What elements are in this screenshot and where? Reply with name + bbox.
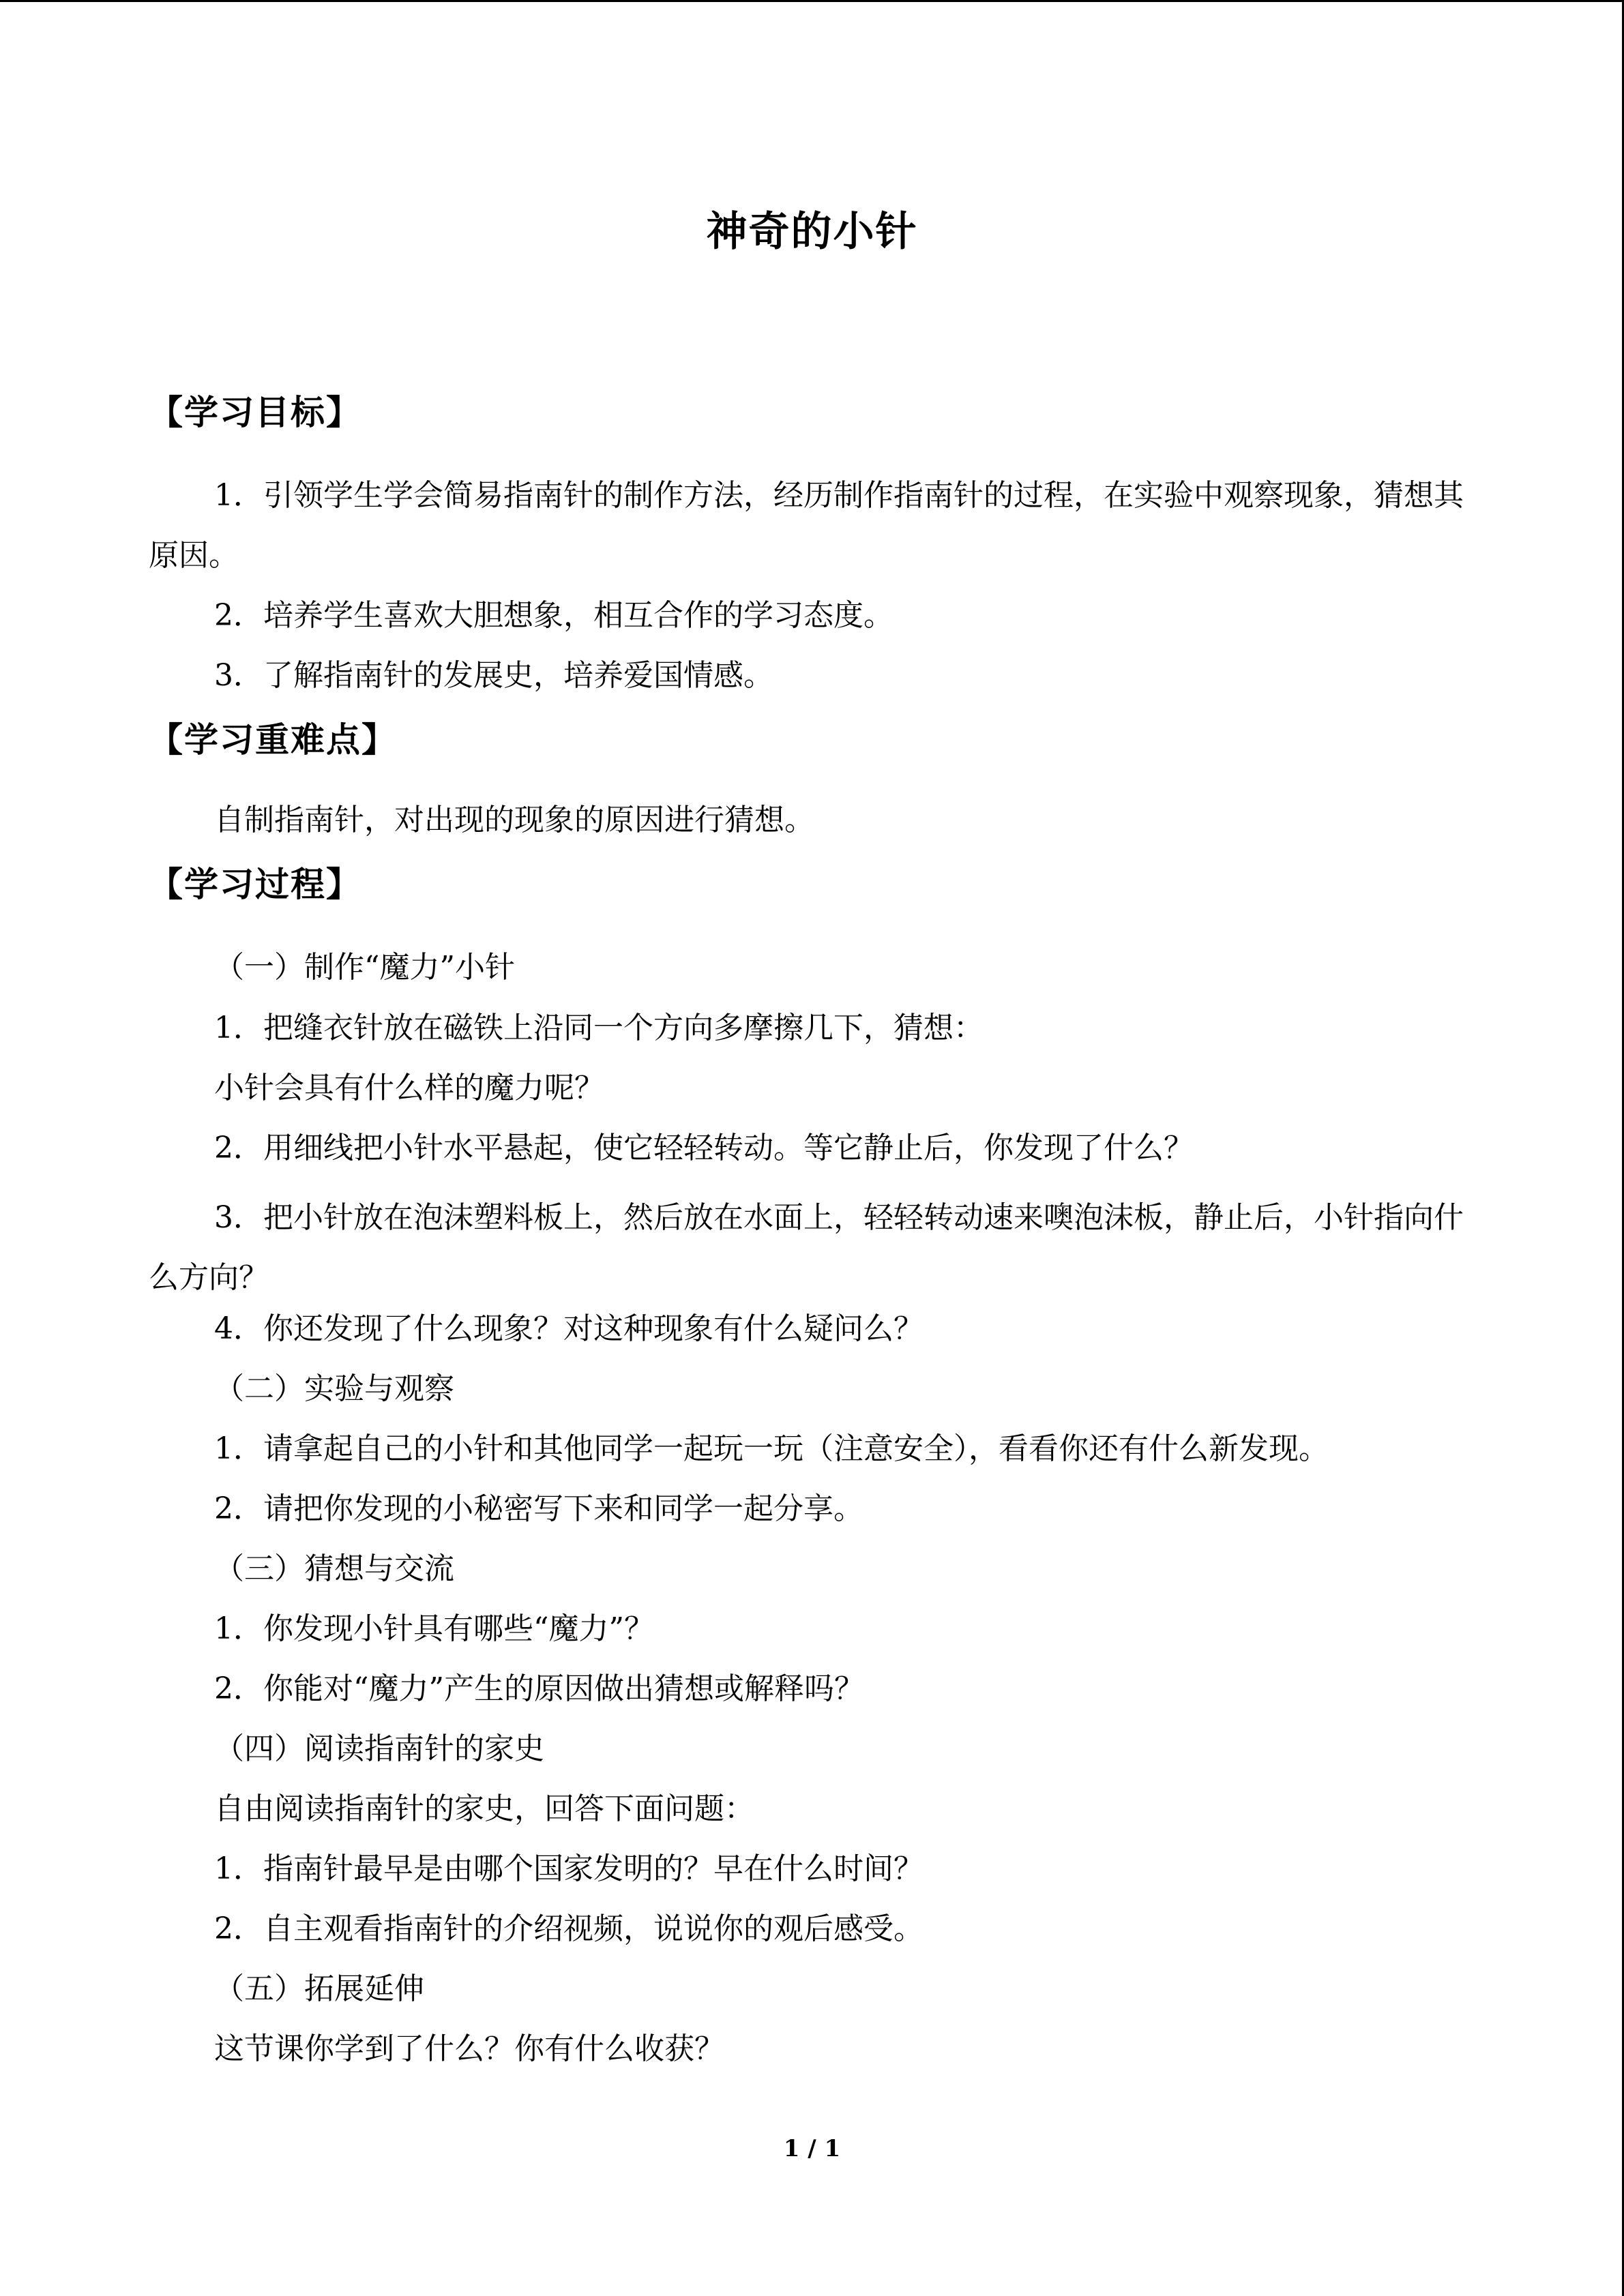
process-item: 4．你还发现了什么现象？对这种现象有什么疑问么？ — [214, 1311, 924, 1346]
process-item: 1．指南针最早是由哪个国家发明的？早在什么时间？ — [214, 1851, 924, 1886]
section-heading-process: 【学习过程】 — [149, 865, 361, 904]
process-item: 3．把小针放在泡沫塑料板上，然后放在水面上，轻轻转动速来噢泡沫板，静止后，小针指向什么方向？ — [149, 1200, 1464, 1295]
process-item: 1．你发现小针具有哪些“魔力”？ — [214, 1611, 654, 1646]
process-part-title: （二）实验与观察 — [214, 1371, 454, 1406]
objective-item: 3．了解指南针的发展史，培养爱国情感。 — [214, 658, 773, 693]
process-item: 1．把缝衣针放在磁铁上沿同一个方向多摩擦几下，猜想： — [214, 1011, 984, 1045]
page-number: 1 / 1 — [783, 2135, 841, 2162]
objective-item: 1．引领学生学会简易指南针的制作方法，经历制作指南针的过程，在实验中观察现象，猜想其原因。 — [149, 478, 1464, 573]
process-part-title: （三）猜想与交流 — [214, 1551, 454, 1586]
page-border-top — [0, 0, 1624, 2]
process-item: 自由阅读指南针的家史，回答下面问题： — [214, 1791, 754, 1826]
process-item: 1．请拿起自己的小针和其他同学一起玩一玩（注意安全），看看你还有什么新发现。 — [214, 1431, 1329, 1466]
section-heading-key-points: 【学习重难点】 — [149, 720, 397, 760]
objective-item: 2．培养学生喜欢大胆想象，相互合作的学习态度。 — [214, 598, 894, 633]
process-item: 小针会具有什么样的魔力呢？ — [214, 1071, 604, 1105]
section-heading-objectives: 【学习目标】 — [149, 393, 361, 432]
process-part-title: （五）拓展延伸 — [214, 1971, 424, 2006]
process-item: 这节课你学到了什么？你有什么收获？ — [214, 2031, 724, 2066]
process-item: 2．用细线把小针水平悬起，使它轻轻转动。等它静止后，你发现了什么？ — [214, 1131, 1194, 1165]
process-part-title: （一）制作“魔力”小针 — [214, 950, 515, 985]
process-part-title: （四）阅读指南针的家史 — [214, 1731, 544, 1766]
key-points-text: 自制指南针，对出现的现象的原因进行猜想。 — [214, 803, 814, 837]
document-title: 神奇的小针 — [706, 208, 918, 256]
process-item: 2．自主观看指南针的介绍视频，说说你的观后感受。 — [214, 1911, 924, 1946]
process-item: 2．请把你发现的小秘密写下来和同学一起分享。 — [214, 1491, 863, 1526]
process-item: 2．你能对“魔力”产生的原因做出猜想或解释吗？ — [214, 1671, 864, 1706]
